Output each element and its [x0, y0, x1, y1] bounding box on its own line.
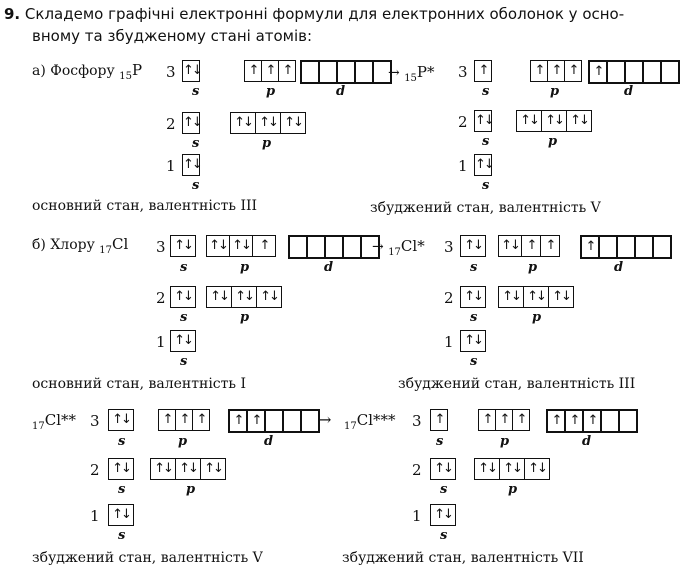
cell: ↑↓: [256, 113, 281, 133]
cl3star-level-1: 1: [412, 507, 422, 525]
orbital-label-s: s: [192, 178, 200, 193]
orbital-label-d: d: [324, 260, 334, 275]
pstar-3d-box: [588, 60, 680, 84]
cell: ↑↓: [542, 111, 567, 131]
task-line-1: [4, 6, 624, 23]
cl2star-3d-box: [228, 409, 320, 433]
cell: ↑: [230, 411, 248, 431]
p-1s-box: [182, 154, 200, 176]
cell: ↑↓: [183, 157, 201, 172]
cell: [284, 411, 302, 431]
cell: ↑↓: [183, 63, 201, 78]
orbital-label-d: d: [624, 84, 634, 99]
orbital-label-s: s: [470, 354, 478, 369]
cl3star-atomic-number: 17: [344, 421, 357, 432]
pstar-2p-box: [516, 110, 592, 132]
cell: ↑↓: [176, 459, 201, 479]
arrow: →: [372, 239, 384, 255]
cell: ↑↓: [528, 461, 546, 476]
p-symbol: P: [131, 61, 143, 79]
orbital-label-s: s: [180, 354, 188, 369]
orbital-label-s: s: [440, 528, 448, 543]
p-2s-box: [182, 112, 200, 134]
task-text-1: Складемо графічні електронні формули для електронних оболонок у осно-: [24, 5, 625, 23]
cl3star-2p-box: [474, 458, 550, 480]
cell: ↑↓: [207, 236, 230, 256]
cell: ↑: [259, 238, 269, 253]
cl3star-3s-box: [430, 409, 448, 431]
cell: ↑↓: [112, 507, 130, 522]
cl-1s-box: [170, 330, 196, 352]
cell: [620, 411, 636, 431]
pstar-level-1: 1: [458, 157, 468, 175]
cell: [356, 62, 374, 82]
cell: ↑↓: [434, 507, 452, 522]
cl3star-symbol: Cl***: [356, 411, 396, 429]
cl-level-3: 3: [156, 238, 166, 256]
cell: ↑↓: [112, 461, 130, 476]
cell: ↑: [282, 63, 292, 78]
orbital-label-s: s: [440, 482, 448, 497]
cl2star-3s-box: [108, 409, 134, 431]
cl-symbol: Cl: [112, 235, 129, 253]
cell: ↑: [584, 411, 602, 431]
p-atomic-number: 15: [119, 71, 132, 82]
cell: ↑↓: [475, 113, 493, 128]
pstar-3p-box: [530, 60, 582, 82]
orbital-label-d: d: [264, 434, 274, 449]
caption-p-ground: основний стан, валентність III: [32, 198, 258, 214]
cell: [626, 62, 644, 82]
pstar-level-3: 3: [458, 63, 468, 81]
cell: ↑↓: [570, 113, 588, 128]
cl3star-1s-box: [430, 504, 456, 526]
clstar-symbol: Cl*: [400, 237, 425, 255]
cell: ↑: [568, 63, 578, 78]
clstar-atomic-number: 17: [388, 247, 401, 258]
cell: ↑↓: [174, 333, 192, 348]
orbital-label-p: p: [240, 310, 250, 325]
cell: ↑: [548, 411, 566, 431]
cell: ↑↓: [464, 238, 482, 253]
label-b-text: б) Хлору: [32, 237, 95, 253]
cell: [290, 237, 308, 257]
cl2star-2s-box: [108, 458, 134, 480]
orbital-label-p: p: [266, 84, 276, 99]
task-number: 9.: [4, 5, 21, 23]
cell: ↑↓: [151, 459, 176, 479]
cl3star-3p-box: [478, 409, 530, 431]
orbital-label-s: s: [180, 310, 188, 325]
cell: ↑: [522, 236, 541, 256]
p-2p-box: [230, 112, 306, 134]
cl2star-level-1: 1: [90, 507, 100, 525]
cell: ↑: [566, 411, 584, 431]
cell: [302, 411, 318, 431]
clstar-level-3: 3: [444, 238, 454, 256]
cell: [266, 411, 284, 431]
orbital-label-s: s: [118, 482, 126, 497]
orbital-label-d: d: [336, 84, 346, 99]
cell: [302, 62, 320, 82]
cell: ↑: [262, 61, 279, 81]
label-phosphorus: [32, 62, 142, 81]
arrow: →: [318, 410, 332, 429]
pstar-1s-box: [474, 154, 492, 176]
cl3star-level-3: 3: [412, 412, 422, 430]
label-cl3star: [344, 412, 396, 431]
orbital-label-s: s: [482, 178, 490, 193]
cell: ↑↓: [183, 115, 201, 130]
cell: ↑↓: [434, 461, 452, 476]
cell: ↑: [496, 410, 513, 430]
cl2star-1s-box: [108, 504, 134, 526]
cell: ↑: [548, 61, 565, 81]
cell: ↑↓: [499, 287, 524, 307]
cell: [326, 237, 344, 257]
cell: [608, 62, 626, 82]
cell: ↑: [176, 410, 193, 430]
cl-2s-box: [170, 286, 196, 308]
cell: ↑↓: [552, 289, 570, 304]
orbital-label-d: d: [582, 434, 592, 449]
clstar-2s-box: [460, 286, 486, 308]
p-3d-box: [300, 60, 392, 84]
cl-level-1: 1: [156, 333, 166, 351]
p-3p-box: [244, 60, 296, 82]
pstar-level-2: 2: [458, 113, 468, 131]
cell: ↑: [516, 412, 526, 427]
orbital-label-s: s: [470, 310, 478, 325]
arrow: →: [388, 65, 400, 81]
p-level-1: 1: [166, 157, 176, 175]
cell: [600, 237, 618, 257]
caption-p-excited: збуджений стан, валентність V: [370, 200, 601, 216]
cell: [654, 237, 670, 257]
cell: [344, 237, 362, 257]
orbital-label-p: p: [548, 134, 558, 149]
cell: ↑↓: [112, 412, 130, 427]
p-3s-box: [182, 60, 200, 82]
orbital-label-p: p: [532, 310, 542, 325]
cell: ↑: [582, 237, 600, 257]
orbital-label-p: p: [178, 434, 188, 449]
cl3star-2s-box: [430, 458, 456, 480]
clstar-level-2: 2: [444, 289, 454, 307]
pstar-atomic-number: 15: [404, 73, 417, 84]
cell: ↑↓: [260, 289, 278, 304]
cell: ↑: [159, 410, 176, 430]
cell: ↑↓: [231, 113, 256, 133]
orbital-label-p: p: [240, 260, 250, 275]
cl2star-level-3: 3: [90, 412, 100, 430]
cell: ↑↓: [517, 111, 542, 131]
clstar-2p-box: [498, 286, 574, 308]
cell: [644, 62, 662, 82]
cell: ↑↓: [232, 287, 257, 307]
orbital-label-s: s: [192, 136, 200, 151]
cell: [636, 237, 654, 257]
orbital-label-s: s: [118, 528, 126, 543]
cell: ↑↓: [207, 287, 232, 307]
cell: ↑↓: [524, 287, 549, 307]
orbital-label-p: p: [262, 136, 272, 151]
orbital-label-s: s: [118, 434, 126, 449]
pstar-3s-box: [474, 60, 492, 82]
orbital-label-p: p: [186, 482, 196, 497]
cl-2p-box: [206, 286, 282, 308]
clstar-3s-box: [460, 235, 486, 257]
cell: [602, 411, 620, 431]
orbital-label-p: p: [550, 84, 560, 99]
p-level-3: 3: [166, 63, 176, 81]
cell: ↑↓: [499, 236, 522, 256]
cell: [320, 62, 338, 82]
cell: ↑↓: [174, 238, 192, 253]
label-chlorine: [32, 236, 128, 255]
cell: ↑↓: [475, 157, 493, 172]
cell: ↑: [545, 238, 555, 253]
cell: ↑↓: [284, 115, 302, 130]
cell: ↑↓: [475, 459, 500, 479]
caption-cl3star: збуджений стан, валентність VII: [342, 550, 584, 566]
cl2star-3p-box: [158, 409, 210, 431]
cell: [308, 237, 326, 257]
orbital-label-p: p: [528, 260, 538, 275]
orbital-label-s: s: [482, 134, 490, 149]
pstar-2s-box: [474, 110, 492, 132]
clstar-3d-box: [580, 235, 672, 259]
clstar-3p-box: [498, 235, 560, 257]
cl-level-2: 2: [156, 289, 166, 307]
orbital-label-s: s: [482, 84, 490, 99]
cell: ↑↓: [174, 289, 192, 304]
clstar-1s-box: [460, 330, 486, 352]
clstar-level-1: 1: [444, 333, 454, 351]
cl2star-symbol: Cl**: [44, 411, 77, 429]
cell: ↑: [479, 410, 496, 430]
label-cl-excited: [372, 238, 425, 257]
cl2star-level-2: 2: [90, 461, 100, 479]
cl-3s-box: [170, 235, 196, 257]
cell: ↑: [590, 62, 608, 82]
cl3star-3d-box: [546, 409, 638, 433]
cell: ↑: [478, 63, 488, 78]
orbital-label-s: s: [436, 434, 444, 449]
cell: ↑: [196, 412, 206, 427]
cl-3p-box: [206, 235, 276, 257]
cell: ↑: [248, 411, 266, 431]
cl2star-2p-box: [150, 458, 226, 480]
cell: ↑↓: [500, 459, 525, 479]
cl2star-atomic-number: 17: [32, 421, 45, 432]
cell: ↑↓: [230, 236, 253, 256]
cl3star-level-2: 2: [412, 461, 422, 479]
cell: ↑↓: [464, 333, 482, 348]
cell: ↑: [434, 412, 444, 427]
cl-3d-box: [288, 235, 380, 259]
label-a-text: а) Фосфору: [32, 63, 115, 79]
orbital-label-s: s: [192, 84, 200, 99]
orbital-label-s: s: [470, 260, 478, 275]
caption-cl-ground: основний стан, валентність I: [32, 376, 246, 392]
cell: ↑: [245, 61, 262, 81]
cell: ↑: [531, 61, 548, 81]
cell: ↑↓: [464, 289, 482, 304]
pstar-symbol: P*: [416, 63, 435, 81]
orbital-label-d: d: [614, 260, 624, 275]
cell: [662, 62, 678, 82]
label-p-excited: [388, 64, 435, 83]
cell: [618, 237, 636, 257]
cl-atomic-number: 17: [99, 245, 113, 256]
orbital-label-p: p: [508, 482, 518, 497]
caption-cl-excited: збуджений стан, валентність III: [398, 376, 636, 392]
cell: [338, 62, 356, 82]
label-cl2star: [32, 412, 76, 431]
task-line-2: вному та збудженому стані атомів:: [32, 27, 313, 45]
p-level-2: 2: [166, 115, 176, 133]
orbital-label-s: s: [180, 260, 188, 275]
orbital-label-p: p: [500, 434, 510, 449]
caption-cl2star: збуджений стан, валентність V: [32, 550, 263, 566]
cell: ↑↓: [204, 461, 222, 476]
